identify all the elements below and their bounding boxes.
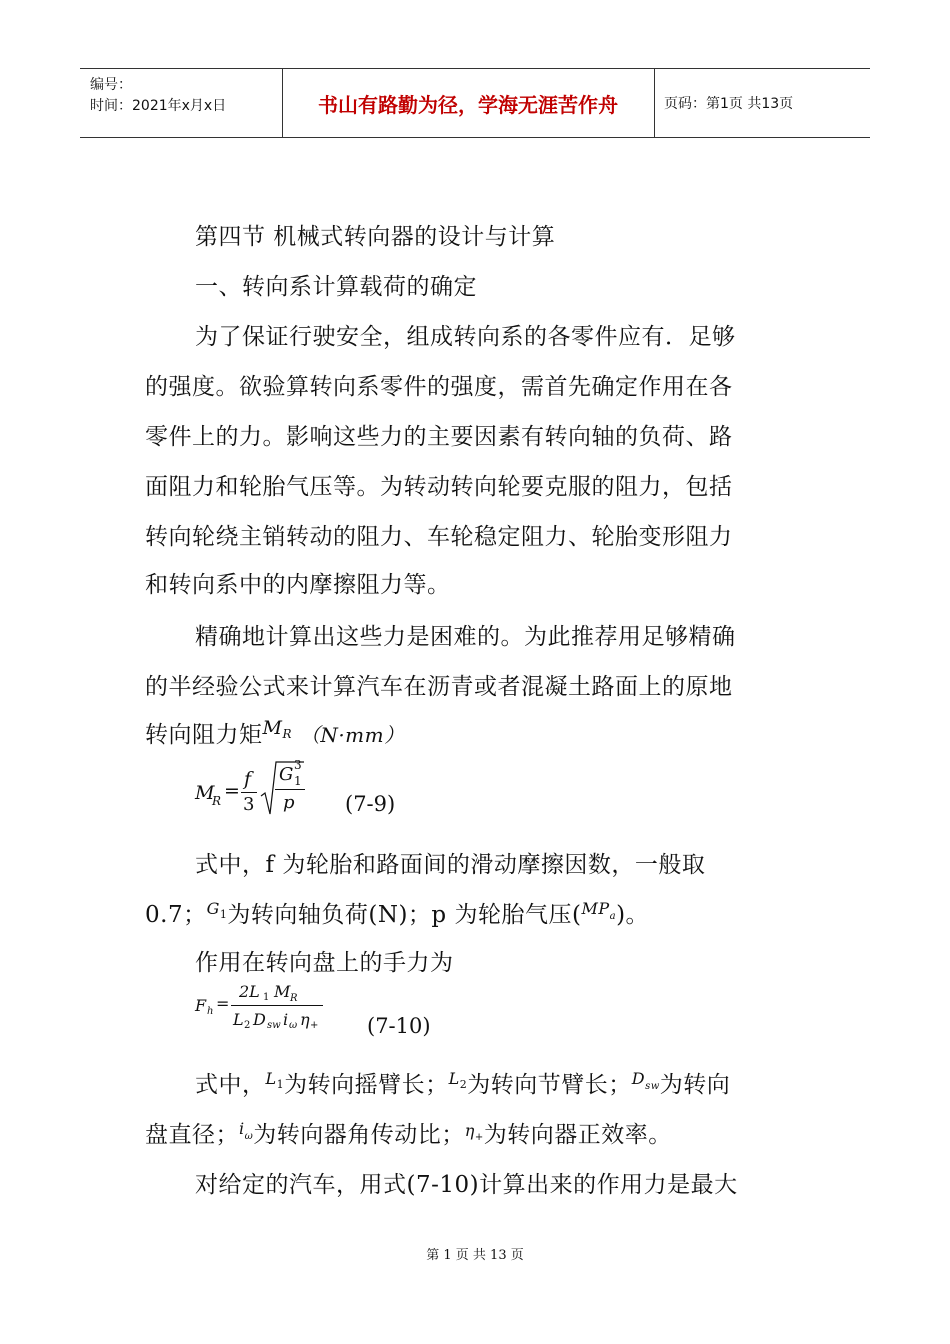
- equation-number: (7-9): [345, 792, 396, 816]
- eq-num-b: M: [274, 982, 291, 1001]
- header-divider: [654, 69, 655, 137]
- eq-den-b-sub: sw: [267, 1020, 281, 1031]
- eq-lhs-sub: h: [207, 1006, 214, 1017]
- eq-num: f: [244, 768, 252, 790]
- text-run: 为转向节臂长；: [467, 1072, 632, 1098]
- eq-den: 3: [243, 794, 255, 815]
- header-page-info: 页码：第1页 共13页: [664, 96, 794, 112]
- header-number: 编号：: [90, 77, 132, 93]
- eq-rad-num: G: [279, 764, 294, 785]
- eq-den-d: η: [300, 1010, 310, 1029]
- paragraph-line: 的强度。欲验算转向系零件的强度，需首先确定作用在各: [145, 374, 733, 400]
- symbol-i: i: [239, 1119, 245, 1138]
- text-run: 盘直径；: [145, 1122, 239, 1148]
- text-run: 为转向摇臂长；: [284, 1072, 449, 1098]
- symbol-m: M: [262, 717, 283, 739]
- eq-rad-sub: 1: [294, 774, 302, 788]
- paragraph-line: 作用在转向盘上的手力为: [195, 950, 454, 976]
- page-footer: 第 1 页 共 13 页: [426, 1248, 524, 1263]
- symbol-sub: 1: [219, 908, 228, 921]
- paragraph-line: 精确地计算出这些力是困难的。为此推荐用足够精确: [195, 624, 736, 650]
- text-run: 为转向: [659, 1072, 731, 1098]
- eq-num: 2L: [239, 982, 260, 1001]
- header-meta: [90, 75, 226, 117]
- eq-lhs-sub: R: [212, 794, 222, 808]
- eq-lhs: F: [195, 996, 207, 1015]
- eq-equals: =: [216, 994, 230, 1013]
- paragraph-line: [145, 1116, 672, 1149]
- symbol-sub: 1: [276, 1078, 285, 1091]
- eq-equals: =: [224, 780, 240, 802]
- symbol-l1: L: [265, 1069, 277, 1088]
- section-title: 第四节 机械式转向器的设计与计算: [195, 224, 556, 250]
- equation-number: (7-10): [367, 1014, 431, 1038]
- document-header: [80, 68, 870, 138]
- eq-den-b: D: [253, 1010, 266, 1029]
- symbol-mp: MP: [581, 899, 610, 918]
- paragraph-line: [145, 896, 649, 929]
- symbol-sub: 2: [459, 1078, 468, 1091]
- eq-den-c-sub: ω: [289, 1020, 298, 1031]
- eq-num-b-sub: R: [290, 993, 298, 1004]
- symbol-sub: a: [609, 911, 617, 922]
- eq-den-a-sub: 2: [244, 1020, 251, 1031]
- text-run: 为转向器正效率。: [483, 1122, 672, 1148]
- text-run: 0.7；: [145, 902, 207, 928]
- text-run: 为转向器角传动比；: [253, 1122, 465, 1148]
- eq-den-d-sub: +: [310, 1020, 319, 1031]
- eq-lhs: M: [195, 782, 215, 804]
- equation-7-10: [195, 980, 495, 1044]
- paragraph-line: 和转向系中的内摩擦阻力等。: [145, 572, 451, 598]
- text-run: )。: [616, 902, 650, 928]
- paragraph-line: 面阻力和轮胎气压等。为转动转向轮要克服的阻力，包括: [145, 474, 733, 500]
- fraction-bar: [241, 792, 257, 793]
- paragraph-line: 转向轮绕主销转动的阻力、车轮稳定阻力、轮胎变形阻力: [145, 524, 733, 550]
- symbol-sub: R: [282, 727, 293, 741]
- paragraph-line: 对给定的汽车，用式(7-10)计算出来的作用力是最大: [195, 1172, 738, 1198]
- text-run: 为转向轴负荷(N)；p 为轮胎气压(: [227, 902, 582, 928]
- fraction-bar: [275, 789, 305, 790]
- symbol-eta: η: [464, 1121, 475, 1140]
- symbol-l2: L: [448, 1069, 460, 1088]
- eq-num-sub: 1: [263, 992, 270, 1003]
- fraction-bar: [231, 1005, 323, 1006]
- symbol-d: D: [631, 1069, 646, 1088]
- symbol-sub: ω: [244, 1131, 254, 1142]
- paragraph-line: 式中，f 为轮胎和路面间的滑动摩擦因数，一般取: [195, 852, 706, 878]
- header-time: 时间：2021年x月x日: [90, 98, 227, 114]
- text-run: 式中，: [195, 1072, 266, 1098]
- eq-den-a: L: [233, 1010, 244, 1029]
- equation-7-9: [195, 758, 495, 818]
- paragraph-line: 的半经验公式来计算汽车在沥青或者混凝土路面上的原地: [145, 674, 733, 700]
- paragraph-line: [145, 716, 405, 749]
- symbol-sub: +: [474, 1132, 484, 1143]
- header-motto: 书山有路勤为径，学海无涯苦作舟: [318, 92, 618, 117]
- eq-rad-den: p: [283, 792, 295, 813]
- paragraph-line: [195, 1066, 730, 1099]
- eq-rad-sup: 3: [294, 758, 302, 772]
- unit-label: （N·mm）: [299, 723, 405, 747]
- subsection-title: 一、转向系计算载荷的确定: [195, 274, 477, 300]
- text-run: 转向阻力矩: [145, 722, 263, 748]
- paragraph-line: 零件上的力。影响这些力的主要因素有转向轴的负荷、路: [145, 424, 733, 450]
- eq-den-c: i: [283, 1010, 289, 1029]
- symbol-g: G: [206, 899, 220, 918]
- paragraph-line: 为了保证行驶安全，组成转向系的各零件应有．足够: [195, 324, 736, 350]
- symbol-sub: sw: [645, 1081, 660, 1092]
